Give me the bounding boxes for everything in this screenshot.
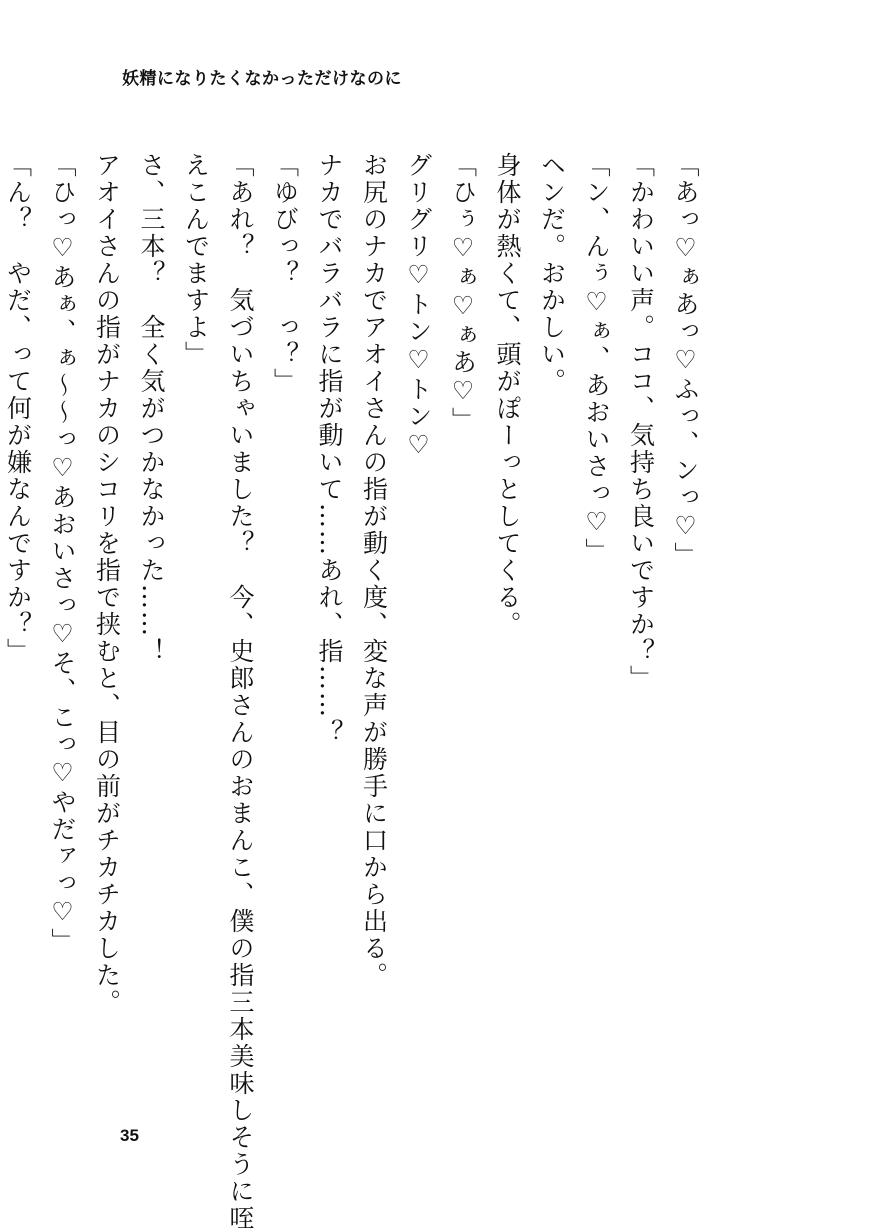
text-line-15: 「ひっ♡あぁ、ぁ〜〜っ♡あおいさっ♡そ、こっ♡やだァっ♡」 [48, 152, 77, 955]
page-number: 35 [120, 1126, 139, 1145]
text-line-4: ヘンだ。おかしい。 [537, 152, 567, 395]
running-header-title: 妖精になりたくなかっただけなのに [122, 69, 402, 89]
text-line-2: 「かわいい声。ココ、気持ち良いですか？」 [626, 152, 656, 692]
text-line-3: 「ン、んぅ♡ぁ、あおいさっ♡」 [582, 152, 611, 565]
text-line-12: えこんでますよ」 [181, 152, 211, 368]
text-line-9: ナカでバラバラに指が動いて……あれ、指……？ [315, 152, 344, 746]
text-line-7: グリグリ♡トン♡トン♡ [404, 152, 433, 461]
text-line-8: お尻のナカでアオイさんの指が動く度、変な声が勝手に口から出る。 [359, 152, 389, 989]
text-line-6: 「ひぅ♡ぁ♡ぁあ♡」 [448, 152, 478, 434]
text-line-1: 「あっ♡ぁあっ♡ふっ、ンっ♡」 [671, 152, 700, 569]
text-line-11: 「あれ？ 気づいちゃいました？ 今、史郎さんのおまんこ、僕の指三本美味しそうに咥 [226, 152, 255, 1232]
text-line-10: 「ゆびっ？ っ？」 [270, 152, 300, 395]
text-line-5: 身体が熱くて、頭がぽーっとしてくる。 [493, 152, 522, 638]
text-line-13: さ、三本？ 全く気がつかなかった……！ [137, 152, 166, 665]
text-line-14: アオイさんの指がナカのシコリを指で挟むと、目の前がチカチカした。 [92, 152, 122, 1016]
text-line-16: 「ん？ やだ、って何が嫌なんですか？」 [3, 152, 33, 665]
